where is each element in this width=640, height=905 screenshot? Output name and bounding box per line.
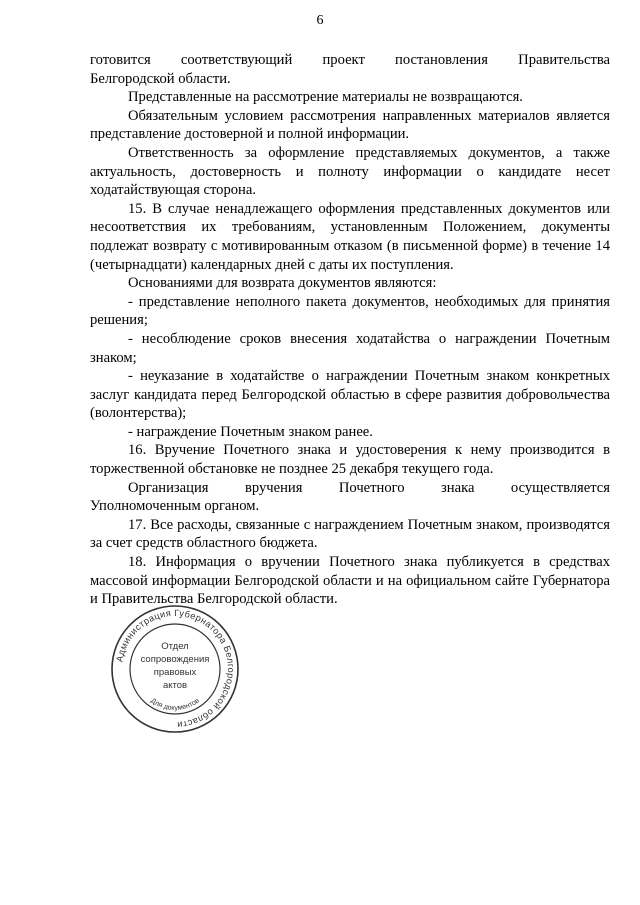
paragraph-8-line-1: Организация вручения Почетного знака осуществляется <box>128 479 610 496</box>
paragraph-1-line-1: готовится соответствующий проект постановления Правительства <box>90 52 610 68</box>
paragraph-1-line-2: Белгородской области. <box>90 70 231 87</box>
list-item-4: - награждение Почетным знаком ранее. <box>128 423 373 440</box>
seal-center-line-2: сопровождения <box>140 654 210 665</box>
list-item-3: - неуказание в ходатайстве о награждении Почетным знаком конкретных заслуг кандидата перед Белгородской областью в сфере развития добровольчества (волонтерства); <box>90 368 610 422</box>
seal-center-line-1: Отдел <box>161 641 189 652</box>
list-item-1: - представление неполного пакета документов, необходимых для принятия решения; <box>90 293 610 329</box>
document-body <box>90 51 610 609</box>
paragraph-3: Обязательным условием рассмотрения направленных материалов является представление достоверной и полной информации. <box>90 107 610 143</box>
paragraph-4: Ответственность за оформление представляемых документов, а также актуальность, достоверность и полноту информации о кандидате несет ходатайствующая сторона. <box>90 144 610 199</box>
paragraph-10: 18. Информация о вручении Почетного знака публикуется в средствах массовой информации Белгородской области и на официальном сайте Губернатора и Правительства Белгородской области. <box>90 554 610 608</box>
paragraph-2: Представленные на рассмотрение материалы не возвращаются. <box>128 89 523 106</box>
paragraph-7: 16. Вручение Почетного знака и удостоверения к нему производится в торжественной обстановке не позднее 25 декабря текущего года. <box>90 442 610 478</box>
seal-center-line-4: актов <box>162 680 188 691</box>
seal-bottom-text: Для документов <box>149 697 201 712</box>
paragraph-5: 15. В случае ненадлежащего оформления представленных документов или несоответствия их требованиям, установленным Положением, документы подлежат возврату с мотивированным отказом (в письменной форме) в течение 14 (четырнадцати) календарных дней с даты их поступления. <box>90 200 610 273</box>
paragraph-9: 17. Все расходы, связанные с награждением Почетным знаком, производятся за счет средств областного бюджета. <box>90 516 610 552</box>
page-number: 6 <box>316 13 324 28</box>
seal-center-line-3: правовых <box>153 667 197 678</box>
official-seal-stamp <box>109 603 241 735</box>
paragraph-6: Основаниями для возврата документов являются: <box>128 275 437 292</box>
paragraph-8-line-2: Уполномоченным органом. <box>90 498 260 515</box>
seal-ring-text: Администрация Губернатора Белгородской области <box>114 607 237 731</box>
list-item-2: - несоблюдение сроков внесения ходатайства о награждении Почетным знаком; <box>90 330 610 366</box>
